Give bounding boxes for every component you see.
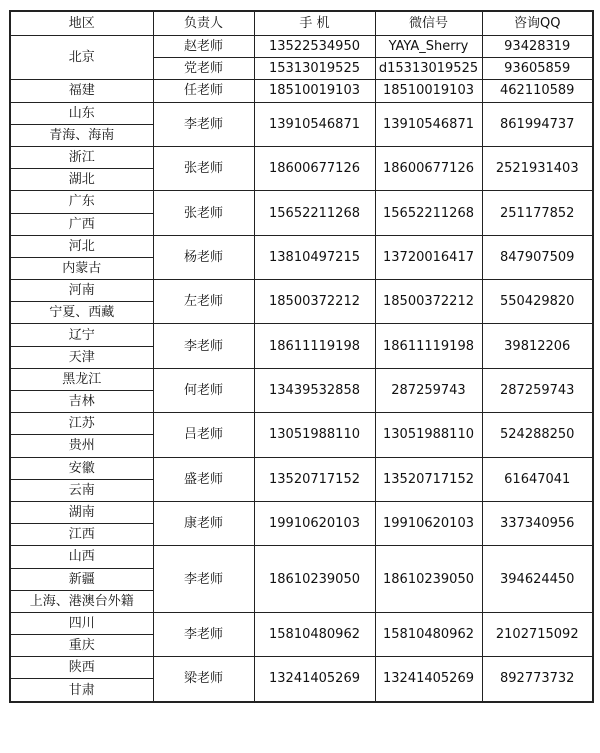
qq-cell: 2521931403: [482, 146, 593, 190]
person-cell: 李老师: [153, 546, 254, 613]
region-header: 地区: [10, 11, 153, 36]
phone-cell: 13241405269: [254, 657, 375, 702]
header-row: [10, 11, 593, 36]
region-cell: 四川: [10, 612, 153, 634]
qq-cell: 61647041: [482, 457, 593, 501]
region-cell: 内蒙古: [10, 257, 153, 279]
region-cell: 陕西: [10, 657, 153, 679]
qq-cell: 39812206: [482, 324, 593, 368]
phone-cell: 15810480962: [254, 612, 375, 656]
wechat-cell: 18610239050: [375, 546, 482, 613]
qq-cell: 2102715092: [482, 612, 593, 656]
table-row: [10, 235, 593, 257]
phone-cell: 18600677126: [254, 146, 375, 190]
table-row: [10, 657, 593, 679]
qq-cell: 93428319: [482, 36, 593, 58]
wechat-cell: 13720016417: [375, 235, 482, 279]
table-row: [10, 80, 593, 102]
qq-cell: 337340956: [482, 501, 593, 545]
person-cell: 张老师: [153, 191, 254, 235]
phone-cell: 13520717152: [254, 457, 375, 501]
page: [9, 10, 592, 703]
person-cell: 赵老师: [153, 36, 254, 58]
region-cell: 湖南: [10, 501, 153, 523]
phone-cell: 13051988110: [254, 413, 375, 457]
qq-header: 咨询QQ: [482, 11, 593, 36]
region-cell: 青海、海南: [10, 124, 153, 146]
region-cell: 山东: [10, 102, 153, 124]
region-cell: 江苏: [10, 413, 153, 435]
wechat-cell: 19910620103: [375, 501, 482, 545]
region-cell: 云南: [10, 479, 153, 501]
person-cell: 梁老师: [153, 657, 254, 702]
qq-cell: 550429820: [482, 280, 593, 324]
region-cell: 广东: [10, 191, 153, 213]
region-cell: 江西: [10, 524, 153, 546]
region-cell: 新疆: [10, 568, 153, 590]
region-cell: 广西: [10, 213, 153, 235]
wechat-cell: 18611119198: [375, 324, 482, 368]
phone-cell: 13910546871: [254, 102, 375, 146]
phone-cell: 18510019103: [254, 80, 375, 102]
qq-cell: 394624450: [482, 546, 593, 613]
table-row: [10, 146, 593, 168]
table-row: [10, 457, 593, 479]
person-cell: 杨老师: [153, 235, 254, 279]
qq-cell: 287259743: [482, 368, 593, 412]
table-body: [10, 36, 593, 702]
table-row: [10, 280, 593, 302]
region-cell: 天津: [10, 346, 153, 368]
wechat-cell: 13241405269: [375, 657, 482, 702]
phone-cell: 18611119198: [254, 324, 375, 368]
region-cell: 甘肃: [10, 679, 153, 702]
region-cell: 黑龙江: [10, 368, 153, 390]
person-cell: 何老师: [153, 368, 254, 412]
region-cell: 福建: [10, 80, 153, 102]
wechat-cell: 18600677126: [375, 146, 482, 190]
region-cell: 上海、港澳台外籍: [10, 590, 153, 612]
person-cell: 盛老师: [153, 457, 254, 501]
contact-table: [9, 10, 594, 703]
wechat-cell: 287259743: [375, 368, 482, 412]
phone-cell: 19910620103: [254, 501, 375, 545]
phone-cell: 13439532858: [254, 368, 375, 412]
region-cell: 北京: [10, 36, 153, 80]
wechat-cell: 18510019103: [375, 80, 482, 102]
region-cell: 贵州: [10, 435, 153, 457]
person-cell: 张老师: [153, 146, 254, 190]
region-cell: 重庆: [10, 635, 153, 657]
table-row: [10, 102, 593, 124]
person-cell: 党老师: [153, 58, 254, 80]
wechat-cell: 13910546871: [375, 102, 482, 146]
phone-cell: 18500372212: [254, 280, 375, 324]
region-cell: 河北: [10, 235, 153, 257]
wechat-cell: 18500372212: [375, 280, 482, 324]
region-cell: 辽宁: [10, 324, 153, 346]
person-cell: 任老师: [153, 80, 254, 102]
table-row: [10, 36, 593, 58]
qq-cell: 892773732: [482, 657, 593, 702]
person-cell: 吕老师: [153, 413, 254, 457]
table-row: [10, 324, 593, 346]
wechat-cell: 15810480962: [375, 612, 482, 656]
wechat-header: 微信号: [375, 11, 482, 36]
table-row: [10, 501, 593, 523]
wechat-cell: d15313019525: [375, 58, 482, 80]
qq-cell: 847907509: [482, 235, 593, 279]
person-header: 负责人: [153, 11, 254, 36]
wechat-cell: 13051988110: [375, 413, 482, 457]
region-cell: 宁夏、西藏: [10, 302, 153, 324]
region-cell: 河南: [10, 280, 153, 302]
table-row: [10, 191, 593, 213]
phone-cell: 15652211268: [254, 191, 375, 235]
region-cell: 安徽: [10, 457, 153, 479]
phone-header: 手 机: [254, 11, 375, 36]
phone-cell: 15313019525: [254, 58, 375, 80]
region-cell: 山西: [10, 546, 153, 568]
qq-cell: 251177852: [482, 191, 593, 235]
table-row: [10, 612, 593, 634]
region-cell: 湖北: [10, 169, 153, 191]
qq-cell: 524288250: [482, 413, 593, 457]
phone-cell: 13810497215: [254, 235, 375, 279]
table-row: [10, 546, 593, 568]
person-cell: 左老师: [153, 280, 254, 324]
phone-cell: 18610239050: [254, 546, 375, 613]
region-cell: 吉林: [10, 391, 153, 413]
person-cell: 李老师: [153, 612, 254, 656]
phone-cell: 13522534950: [254, 36, 375, 58]
person-cell: 李老师: [153, 102, 254, 146]
table-row: [10, 413, 593, 435]
person-cell: 李老师: [153, 324, 254, 368]
person-cell: 康老师: [153, 501, 254, 545]
table-row: [10, 368, 593, 390]
qq-cell: 462110589: [482, 80, 593, 102]
wechat-cell: 15652211268: [375, 191, 482, 235]
qq-cell: 861994737: [482, 102, 593, 146]
qq-cell: 93605859: [482, 58, 593, 80]
wechat-cell: YAYA_Sherry: [375, 36, 482, 58]
wechat-cell: 13520717152: [375, 457, 482, 501]
region-cell: 浙江: [10, 146, 153, 168]
